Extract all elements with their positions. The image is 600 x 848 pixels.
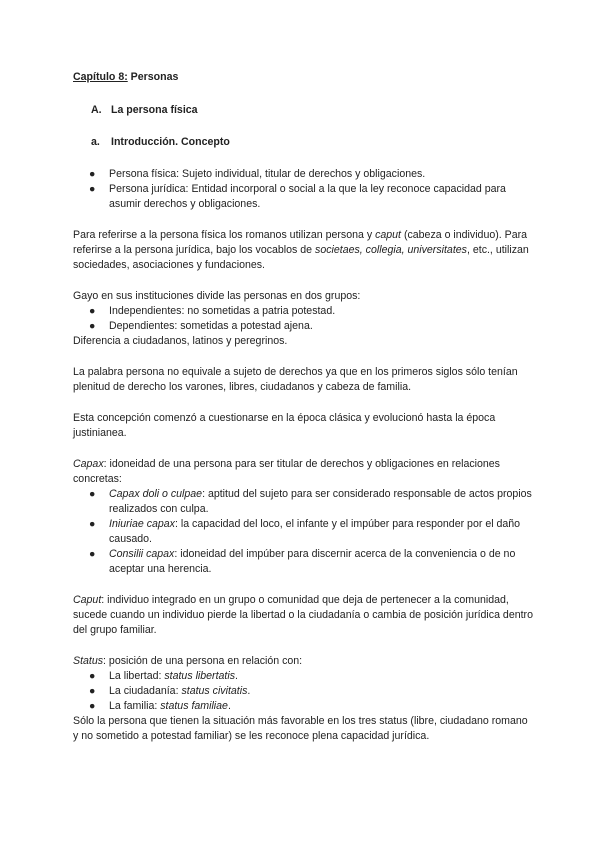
- section-number: A.: [91, 104, 102, 116]
- chapter-prefix: Capítulo 8:: [73, 71, 128, 83]
- text-run: La libertad:: [109, 670, 165, 682]
- paragraph-status: [73, 654, 533, 669]
- list-item: [73, 319, 533, 334]
- italic-term: Iniuriae capax: [109, 518, 175, 530]
- definitions-list: [73, 167, 533, 212]
- italic-term: Capax doli o culpae: [109, 488, 203, 500]
- italic-term: caput: [375, 229, 401, 241]
- paragraph-persona: La palabra persona no equivale a sujeto de derechos ya que en los primeros siglos sólo tenían plenitud de derecho los varones, libres, ciudadanos y cabeza de familia.: [73, 366, 518, 393]
- paragraph-gayo: Gayo en sus instituciones divide las personas en dos grupos:: [73, 290, 361, 302]
- subsection-heading-a: [91, 135, 533, 150]
- list-item: [73, 669, 533, 684]
- list-item: [73, 684, 533, 699]
- text-run: (cabeza o individuo). Para referirse a la persona jurídica, bajo los vocablos de: [73, 229, 528, 256]
- bullet-icon: ●: [89, 168, 96, 180]
- bullet-icon: ●: [89, 670, 96, 682]
- list-item-text: Dependientes: sometidas a potestad ajena.: [109, 320, 313, 332]
- paragraph-differences: Diferencia a ciudadanos, latinos y peregrinos.: [73, 335, 288, 347]
- bullet-icon: ●: [89, 518, 96, 530]
- bullet-icon: ●: [89, 488, 96, 500]
- groups-list: [73, 304, 533, 334]
- italic-term: Consilii capax: [109, 548, 175, 560]
- list-item-text: Independientes: no sometidas a patria potestad.: [109, 305, 336, 317]
- list-item: [73, 167, 533, 182]
- italic-term: Capax: [73, 458, 104, 470]
- text-run: : idoneidad de una persona para ser titular de derechos y obligaciones en relaciones concretas:: [73, 458, 500, 485]
- italic-term: status civitatis: [181, 685, 248, 697]
- bullet-icon: ●: [89, 183, 96, 195]
- text-run: : aptitud del sujeto para ser considerado responsable de actos propios realizados con culpa.: [109, 488, 532, 515]
- bullet-icon: ●: [89, 685, 96, 697]
- text-run: : la capacidad del loco, el infante y el impúber para responder por el daño causado.: [109, 518, 521, 545]
- section-heading-a: [91, 103, 533, 118]
- list-item: [73, 547, 533, 577]
- subsection-number: a.: [91, 136, 100, 148]
- document-page: [73, 70, 533, 744]
- paragraph-caput: [73, 593, 533, 638]
- italic-term: societaes, collegia, universitates: [315, 244, 467, 256]
- section-title: La persona física: [111, 104, 198, 116]
- text-run: .: [247, 685, 251, 697]
- chapter-heading: [73, 70, 533, 85]
- italic-term: status familiae: [160, 700, 228, 712]
- subsection-title: Introducción. Concepto: [111, 136, 230, 148]
- text-run: .: [227, 700, 231, 712]
- capax-list: [73, 487, 533, 577]
- list-item: [73, 487, 533, 517]
- paragraph-terminology: [73, 228, 533, 273]
- bullet-icon: ●: [89, 548, 96, 560]
- text-run: , etc., utilizan sociedades, asociaciones y fundaciones.: [73, 244, 529, 271]
- list-item-text: Persona jurídica: Entidad incorporal o social a la que la ley reconoce capacidad para asumir derechos y obligaciones.: [109, 183, 506, 210]
- bullet-icon: ●: [89, 320, 96, 332]
- status-list: [73, 669, 533, 714]
- text-run: Para referirse a la persona física los romanos utilizan persona y: [73, 229, 376, 241]
- list-item: [73, 699, 533, 714]
- list-item: [73, 304, 533, 319]
- italic-term: Caput: [73, 594, 102, 606]
- italic-term: status libertatis: [164, 670, 236, 682]
- italic-term: Status: [73, 655, 104, 667]
- text-run: : posición de una persona en relación con:: [103, 655, 303, 667]
- text-run: La familia:: [109, 700, 161, 712]
- paragraph-capax: [73, 457, 533, 487]
- chapter-title: Personas: [127, 71, 179, 83]
- text-run: .: [235, 670, 238, 682]
- paragraph-status-closing: Sólo la persona que tienen la situación más favorable en los tres status (libre, ciudadano romano y no sometido a potestad familiar) se les reconoce plena capacidad jurídica.: [73, 715, 528, 742]
- paragraph-concepcion: Esta concepción comenzó a cuestionarse en la época clásica y evolucionó hasta la época justinianea.: [73, 412, 496, 439]
- list-item-text: Persona física: Sujeto individual, titular de derechos y obligaciones.: [109, 168, 426, 180]
- text-run: La ciudadanía:: [109, 685, 182, 697]
- list-item: [73, 182, 533, 212]
- bullet-icon: ●: [89, 305, 96, 317]
- bullet-icon: ●: [89, 700, 96, 712]
- list-item: [73, 517, 533, 547]
- text-run: : idoneidad del impúber para discernir acerca de la conveniencia o de no aceptar una herencia.: [109, 548, 516, 575]
- text-run: : individuo integrado en un grupo o comunidad que deja de pertenecer a la comunidad, sucede cuando un individuo pierde la libertad o la ciudadanía o cambia de posición jurídica dentro del grupo familiar.: [73, 594, 533, 636]
